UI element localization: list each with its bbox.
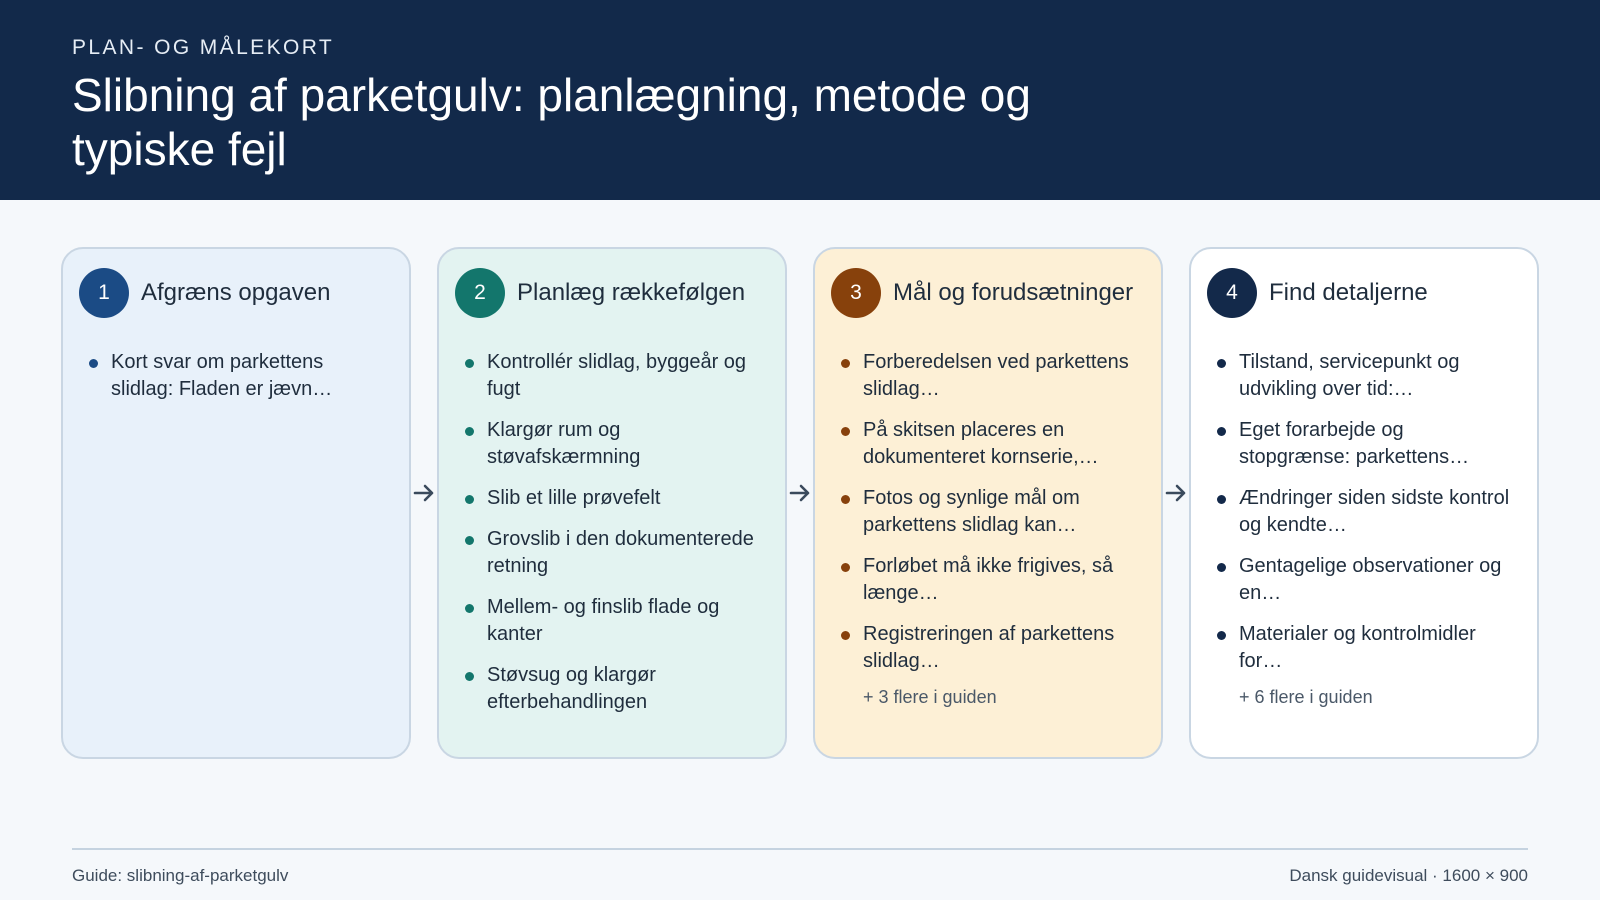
list-item [465, 662, 767, 716]
bullet-icon [1217, 495, 1226, 504]
footer-meta: Dansk guidevisual · 1600 × 900 [1289, 866, 1528, 885]
step-card-1 [61, 247, 411, 759]
list-item-text: Forberedelsen ved parkettens slidlag… [863, 351, 1129, 400]
header-banner [0, 0, 1600, 200]
list-item [465, 417, 767, 471]
bullet-icon [1217, 359, 1226, 368]
bullet-icon [465, 359, 474, 368]
footer-guide-slug: Guide: slibning-af-parketgulv [72, 866, 289, 885]
step-number-badge: 1 [79, 268, 129, 318]
step-title: Find detaljerne [1269, 279, 1428, 306]
list-item-text: Kort svar om parkettens slidlag: Fladen er jævn… [111, 351, 333, 400]
list-item-text: Grovslib i den dokumenterede retning [487, 528, 754, 577]
list-item-text: Forløbet må ikke frigives, så længe… [863, 555, 1114, 604]
list-item-text: Gentagelige observationer og en… [1239, 555, 1502, 604]
list-item [1217, 553, 1519, 607]
bullet-icon [841, 495, 850, 504]
step-item-list [79, 349, 391, 403]
bullet-icon [841, 359, 850, 368]
list-item [465, 485, 767, 512]
list-item [1217, 485, 1519, 539]
footer-divider [72, 848, 1528, 850]
step-card-header [1207, 267, 1519, 319]
bullet-icon [89, 359, 98, 368]
list-item [89, 349, 391, 403]
list-item-text: Ændringer siden sidste kontrol og kendte… [1239, 487, 1510, 536]
step-title: Mål og forudsætninger [893, 279, 1134, 306]
bullet-icon [1217, 427, 1226, 436]
bullet-icon [465, 536, 474, 545]
step-card-header [831, 267, 1143, 319]
list-item-text: Eget forarbejde og stopgrænse: parkettens… [1239, 419, 1470, 468]
page-title: Slibning af parketgulv: planlægning, metode og typiske fejl [72, 69, 1031, 175]
step-card-2 [437, 247, 787, 759]
list-item-text: Registreringen af parkettens slidlag… [863, 623, 1115, 672]
bullet-icon [841, 563, 850, 572]
list-item [841, 485, 1143, 539]
bullet-icon [465, 495, 474, 504]
step-number-badge: 3 [831, 268, 881, 318]
bullet-icon [1217, 563, 1226, 572]
list-item-text: Slib et lille prøvefelt [487, 487, 661, 509]
step-item-list [455, 349, 767, 716]
list-item [465, 594, 767, 648]
eyebrow-label: PLAN- OG MÅLEKORT [72, 36, 335, 59]
more-in-guide-note: + 3 flere i guiden [863, 687, 997, 707]
step-title: Afgræns opgaven [141, 279, 331, 306]
list-item [1217, 621, 1519, 675]
list-item-text: Fotos og synlige mål om parkettens slidlag kan… [863, 487, 1080, 536]
list-item [841, 417, 1143, 471]
list-item-text: Klargør rum og støvafskærmning [487, 419, 641, 468]
bullet-icon [841, 631, 850, 640]
list-item-text: Mellem- og finslib flade og kanter [487, 596, 720, 645]
step-card-4 [1189, 247, 1539, 759]
step-card-3 [813, 247, 1163, 759]
arrow-right-icon [787, 478, 813, 508]
step-title: Planlæg rækkefølgen [517, 279, 746, 306]
step-card-header [79, 267, 391, 319]
arrow-right-icon [1163, 478, 1189, 508]
list-item-text: Tilstand, servicepunkt og udvikling over tid:… [1239, 351, 1460, 400]
step-number-badge: 2 [455, 268, 505, 318]
bullet-icon [465, 604, 474, 613]
list-item-text: På skitsen placeres en dokumenteret kornserie,… [863, 419, 1099, 468]
step-item-list [1207, 349, 1519, 675]
steps-flow [61, 247, 1539, 759]
step-number-badge: 4 [1207, 268, 1257, 318]
list-item [465, 526, 767, 580]
bullet-icon [465, 427, 474, 436]
list-item [1217, 349, 1519, 403]
list-item [841, 349, 1143, 403]
list-item [1217, 417, 1519, 471]
list-item-text: Materialer og kontrolmidler for… [1239, 623, 1476, 672]
bullet-icon [1217, 631, 1226, 640]
list-item [841, 621, 1143, 675]
list-item-text: Kontrollér slidlag, byggeår og fugt [487, 351, 747, 400]
step-item-list [831, 349, 1143, 675]
list-item [465, 349, 767, 403]
bullet-icon [841, 427, 850, 436]
bullet-icon [465, 672, 474, 681]
arrow-right-icon [411, 478, 437, 508]
more-in-guide-note: + 6 flere i guiden [1239, 687, 1373, 707]
step-card-header [455, 267, 767, 319]
list-item [841, 553, 1143, 607]
list-item-text: Støvsug og klargør efterbehandlingen [487, 664, 656, 713]
